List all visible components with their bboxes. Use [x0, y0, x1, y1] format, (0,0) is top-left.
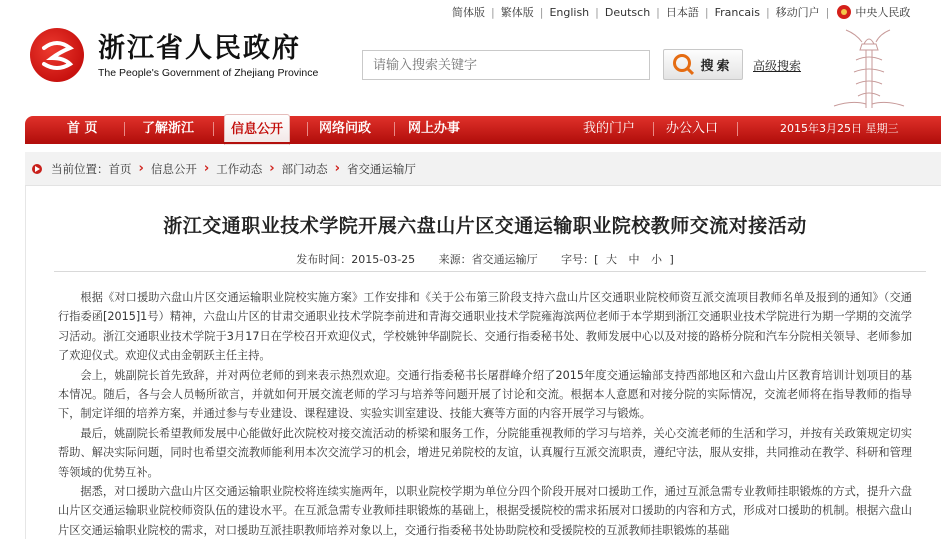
- breadcrumb-home[interactable]: 首页: [108, 161, 132, 176]
- chevron-right-icon: ›: [334, 161, 340, 176]
- nav-divider: [394, 122, 395, 136]
- divider: |: [765, 5, 770, 19]
- publish-date: 发布时间：2015-03-25: [296, 253, 416, 266]
- site-title: 浙江省人民政府: [98, 33, 301, 64]
- nav-home[interactable]: 首 页: [67, 121, 98, 136]
- font-size-medium-button[interactable]: 中: [628, 253, 640, 266]
- language-bar: [452, 4, 941, 20]
- font-size-small-button[interactable]: 小: [650, 253, 662, 266]
- divider: |: [491, 5, 495, 19]
- nav-divider: [213, 122, 214, 136]
- chevron-right-icon: ›: [203, 161, 210, 176]
- search-icon: [673, 54, 691, 72]
- zhejiang-logo-icon: [30, 28, 84, 82]
- font-size-label: 字号：[: [561, 253, 599, 266]
- chevron-right-icon: ›: [269, 161, 275, 176]
- nav-divider: [307, 122, 308, 136]
- breadcrumb-dept-news[interactable]: 部门动态: [281, 161, 328, 176]
- breadcrumb-arrow-icon: [32, 164, 42, 174]
- divider: |: [825, 5, 830, 19]
- divider: |: [595, 5, 599, 19]
- article-paragraph: 最后，姚副院长希望教师发展中心能做好此次院校对接交流活动的桥梁和服务工作，分院能重视教师的学习与培养，关心交流老师的生活和学习，并按有关政策规定切实帮助、解决实际问题，同时也希望交流教师能利用本次交流学习的机会，增进兄弟院校的友谊，认真履行互派交流职责，遵纪守法，服从安排，共同推动在教学、科研和管理等领域的优势互补。: [58, 426, 912, 479]
- article-paragraph: 会上，姚副院长首先致辞，并对两位老师的到来表示热烈欢迎。交通行指委秘书长屠群峰介绍了2015年度交通运输部支持西部地区和六盘山片区教育培训计划项目的基本情况。随后，各与会人员畅所欲言，并就如何开展交流老师的学习与培养等问题开展了讨论和交流。根据本人意愿和对接分院的实际情况，交流老师将在指导教师的指导下，制定详细的培养方案，并通过参与专业建设、课程建设、实验实训室建设、技能大赛等方面的内容开展学习与锻炼。: [58, 368, 912, 421]
- divider: |: [656, 5, 660, 19]
- lang-japanese[interactable]: 日本語: [665, 6, 699, 19]
- breadcrumb-work-news[interactable]: 工作动态: [216, 161, 263, 176]
- search-button[interactable]: [663, 49, 743, 80]
- nav-about-zhejiang[interactable]: 了解浙江: [142, 121, 195, 136]
- search-button-label: 搜索: [700, 59, 733, 74]
- current-date: 2015年3月25日 星期三: [780, 122, 899, 135]
- font-size-bracket: ]: [669, 253, 674, 266]
- article-meta: [0, 251, 941, 267]
- advanced-search-link[interactable]: 高级搜索: [753, 59, 802, 73]
- lang-traditional[interactable]: 繁体版: [500, 6, 534, 19]
- divider: |: [539, 5, 544, 19]
- breadcrumb-label: 当前位置：: [51, 161, 109, 176]
- nav-divider: [653, 122, 654, 136]
- breadcrumb-transport-dept[interactable]: 省交通运输厅: [346, 161, 416, 176]
- article-paragraph: 根据《对口援助六盘山片区交通运输职业院校实施方案》工作安排和《关于公布第三阶段支持六盘山片区交通职业院校师资互派交流项目教师名单及报到的通知》（交通行指委函[2015]1号）精神，六盘山片区的甘肃交通职业技术学院李前进和青海交通职业技术学院雍海滨两位老师于本学期到浙江交通职业技术学院进行为期一学期的交流学习活动。浙江交通职业技术学院于3月17日在学校召开欢迎仪式，学校姚钟华副院长、交通行指委秘书处、教师发展中心以及对接的路桥分院和汽车分院相关领导、老师参加了欢迎仪式。欢迎仪式由金朝跃主任主持。: [58, 291, 912, 363]
- central-government-link[interactable]: 中央人民政: [855, 6, 911, 19]
- breadcrumb: [25, 152, 941, 186]
- main-nav: [25, 116, 941, 142]
- article-title: 浙江交通职业技术学院开展六盘山片区交通运输职业院校教师交流对接活动: [163, 215, 807, 237]
- article-source: 来源：省交通运输厅: [438, 253, 538, 266]
- article-paragraph: 据悉，对口援助六盘山片区交通运输职业院校将连续实施两年，以职业院校学期为单位分四个阶段开展对口援助工作，通过互派急需专业教师挂职锻炼的方式，提升六盘山片区交通运输职业院校师资队伍的建设水平。在互派急需专业教师挂职锻炼的基础上，根据受援院校的需求拓展对口援助的内容和方式，形成对口援助的机制。根据六盘山片区交通运输职业院校的需求，对口援助互派挂职教师培养对象以上，交通行指委秘书处协助院校和受援院校的互派教师挂职锻炼的基础: [58, 485, 912, 537]
- nav-my-portal[interactable]: 我的门户: [583, 121, 636, 136]
- nav-underline: [25, 142, 941, 144]
- breadcrumb-info-disclosure[interactable]: 信息公开: [150, 161, 197, 176]
- nav-office-entrance[interactable]: 办公入口: [666, 121, 719, 136]
- lang-french[interactable]: Francais: [714, 5, 760, 19]
- nav-divider: [124, 122, 125, 136]
- nav-info-disclosure[interactable]: 信息公开: [224, 114, 290, 145]
- site-subtitle: The People's Government of Zhejiang Province: [98, 67, 319, 79]
- huabiao-pillar-icon: [826, 20, 941, 112]
- mobile-portal-link[interactable]: 移动门户: [775, 6, 820, 19]
- nav-online-inquiry[interactable]: 网络问政: [319, 121, 372, 136]
- article-body: [58, 288, 912, 540]
- divider: |: [704, 5, 709, 19]
- search-input[interactable]: [362, 50, 650, 80]
- nav-online-services[interactable]: 网上办事: [408, 121, 461, 136]
- divider: [54, 271, 926, 272]
- lang-english[interactable]: English: [549, 5, 590, 19]
- site-logo[interactable]: [30, 26, 330, 86]
- nav-divider: [737, 122, 738, 136]
- font-size-large-button[interactable]: 大: [605, 253, 617, 266]
- national-emblem-icon: [837, 5, 851, 19]
- chevron-right-icon: ›: [138, 161, 144, 176]
- lang-simplified[interactable]: 简体版: [452, 6, 485, 19]
- lang-deutsch[interactable]: Deutsch: [604, 5, 651, 19]
